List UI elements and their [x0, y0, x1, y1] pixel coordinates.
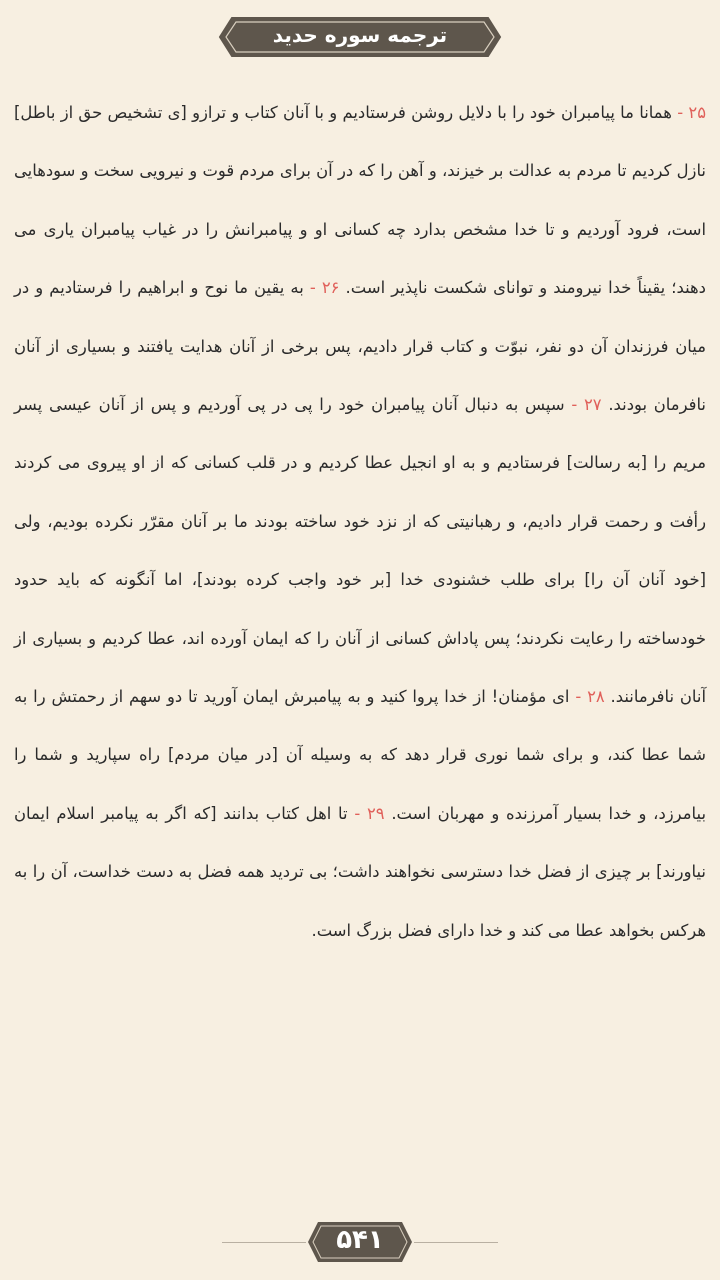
verse-number-29: ۲۹ - [354, 803, 385, 823]
verse-text-28: ای مؤمنان! از خدا پروا کنید و به پیامبرش ایمان آورید تا دو سهم از رحمتش را به شما عطا کند، و برای شما نوری قرار دهد که به وسیله آن [در میان مردم] راه سپارید و شما را بیامرزد، و خدا بسیار آمرزنده و مهربان است. [14, 687, 707, 823]
verse-text-25: همانا ما پیامبران خود را با دلایل روشن فرستادیم و با آنان کتاب و ترازو [ی تشخیص حق از باطل] نازل کردیم تا مردم به عدالت بر خیزند، و آهن را که در آن برای مردم قوت و نیرویی سخت و سودهایی است، فرود آوردیم و تا خدا مشخص بدارد چه کسانی او و پیامبرانش را در غیاب پیامبران یاری می دهند؛ یقیناً خدا نیرومند و توانای شکست ناپذیر است. [14, 103, 706, 298]
title-banner [218, 14, 502, 60]
footer-divider-left [222, 1242, 306, 1243]
verse-number-26: ۲۶ - [309, 278, 340, 298]
verse-text-27: سپس به دنبال آنان پیامبران خود را پی در پی آوردیم و پس از آنان عیسی پسر مریم را [به رسالت] فرستادیم و به او انجیل عطا کردیم و در قلب کسانی که از او پیروی می کردند رأفت و رحمت قرار دادیم، و رهبانیتی که از نزد خود ساخته بودند ما بر آنان مقرّر نکرده بودیم، ولی [خود آنان آن را] برای طلب خشنودی خدا [بر خود واجب کرده بودند]، اما آنگونه که باید حدود خودساخته را رعایت نکردند؛ پس پاداش کسانی از آنان را که ایمان آورده اند، عطا کردیم و بسیاری از آنان نافرمانند. [14, 395, 707, 707]
verse-number-25: ۲۵ - [677, 103, 707, 122]
verse-number-28: ۲۸ - [575, 687, 605, 707]
page-number-badge [306, 1219, 414, 1265]
page-title: ترجمه سوره حدید [272, 23, 448, 47]
footer-divider-right [414, 1242, 498, 1243]
verse-text-29: تا اهل کتاب بدانند [که اگر به پیامبر اسلام ایمان نیاورند] بر چیزی از فضل خدا دسترسی نخواهند داشت؛ بی تردید همه فضل به دست خداست، آن را به هرکس بخواهد عطا می کند و خدا دارای فضل بزرگ است. [14, 803, 706, 940]
translation-text [14, 84, 706, 1170]
verse-text-26: به یقین ما نوح و ابراهیم را فرستادیم و در میان فرزندان آن دو نفر، نبوّت و کتاب قرار دادیم، پس برخی از آنان هدایت یافتند و بسیاری از آنان نافرمان بودند. [14, 278, 706, 415]
verse-number-27: ۲۷ - [571, 395, 602, 415]
page-number: ۵۴۱ [336, 1225, 384, 1255]
